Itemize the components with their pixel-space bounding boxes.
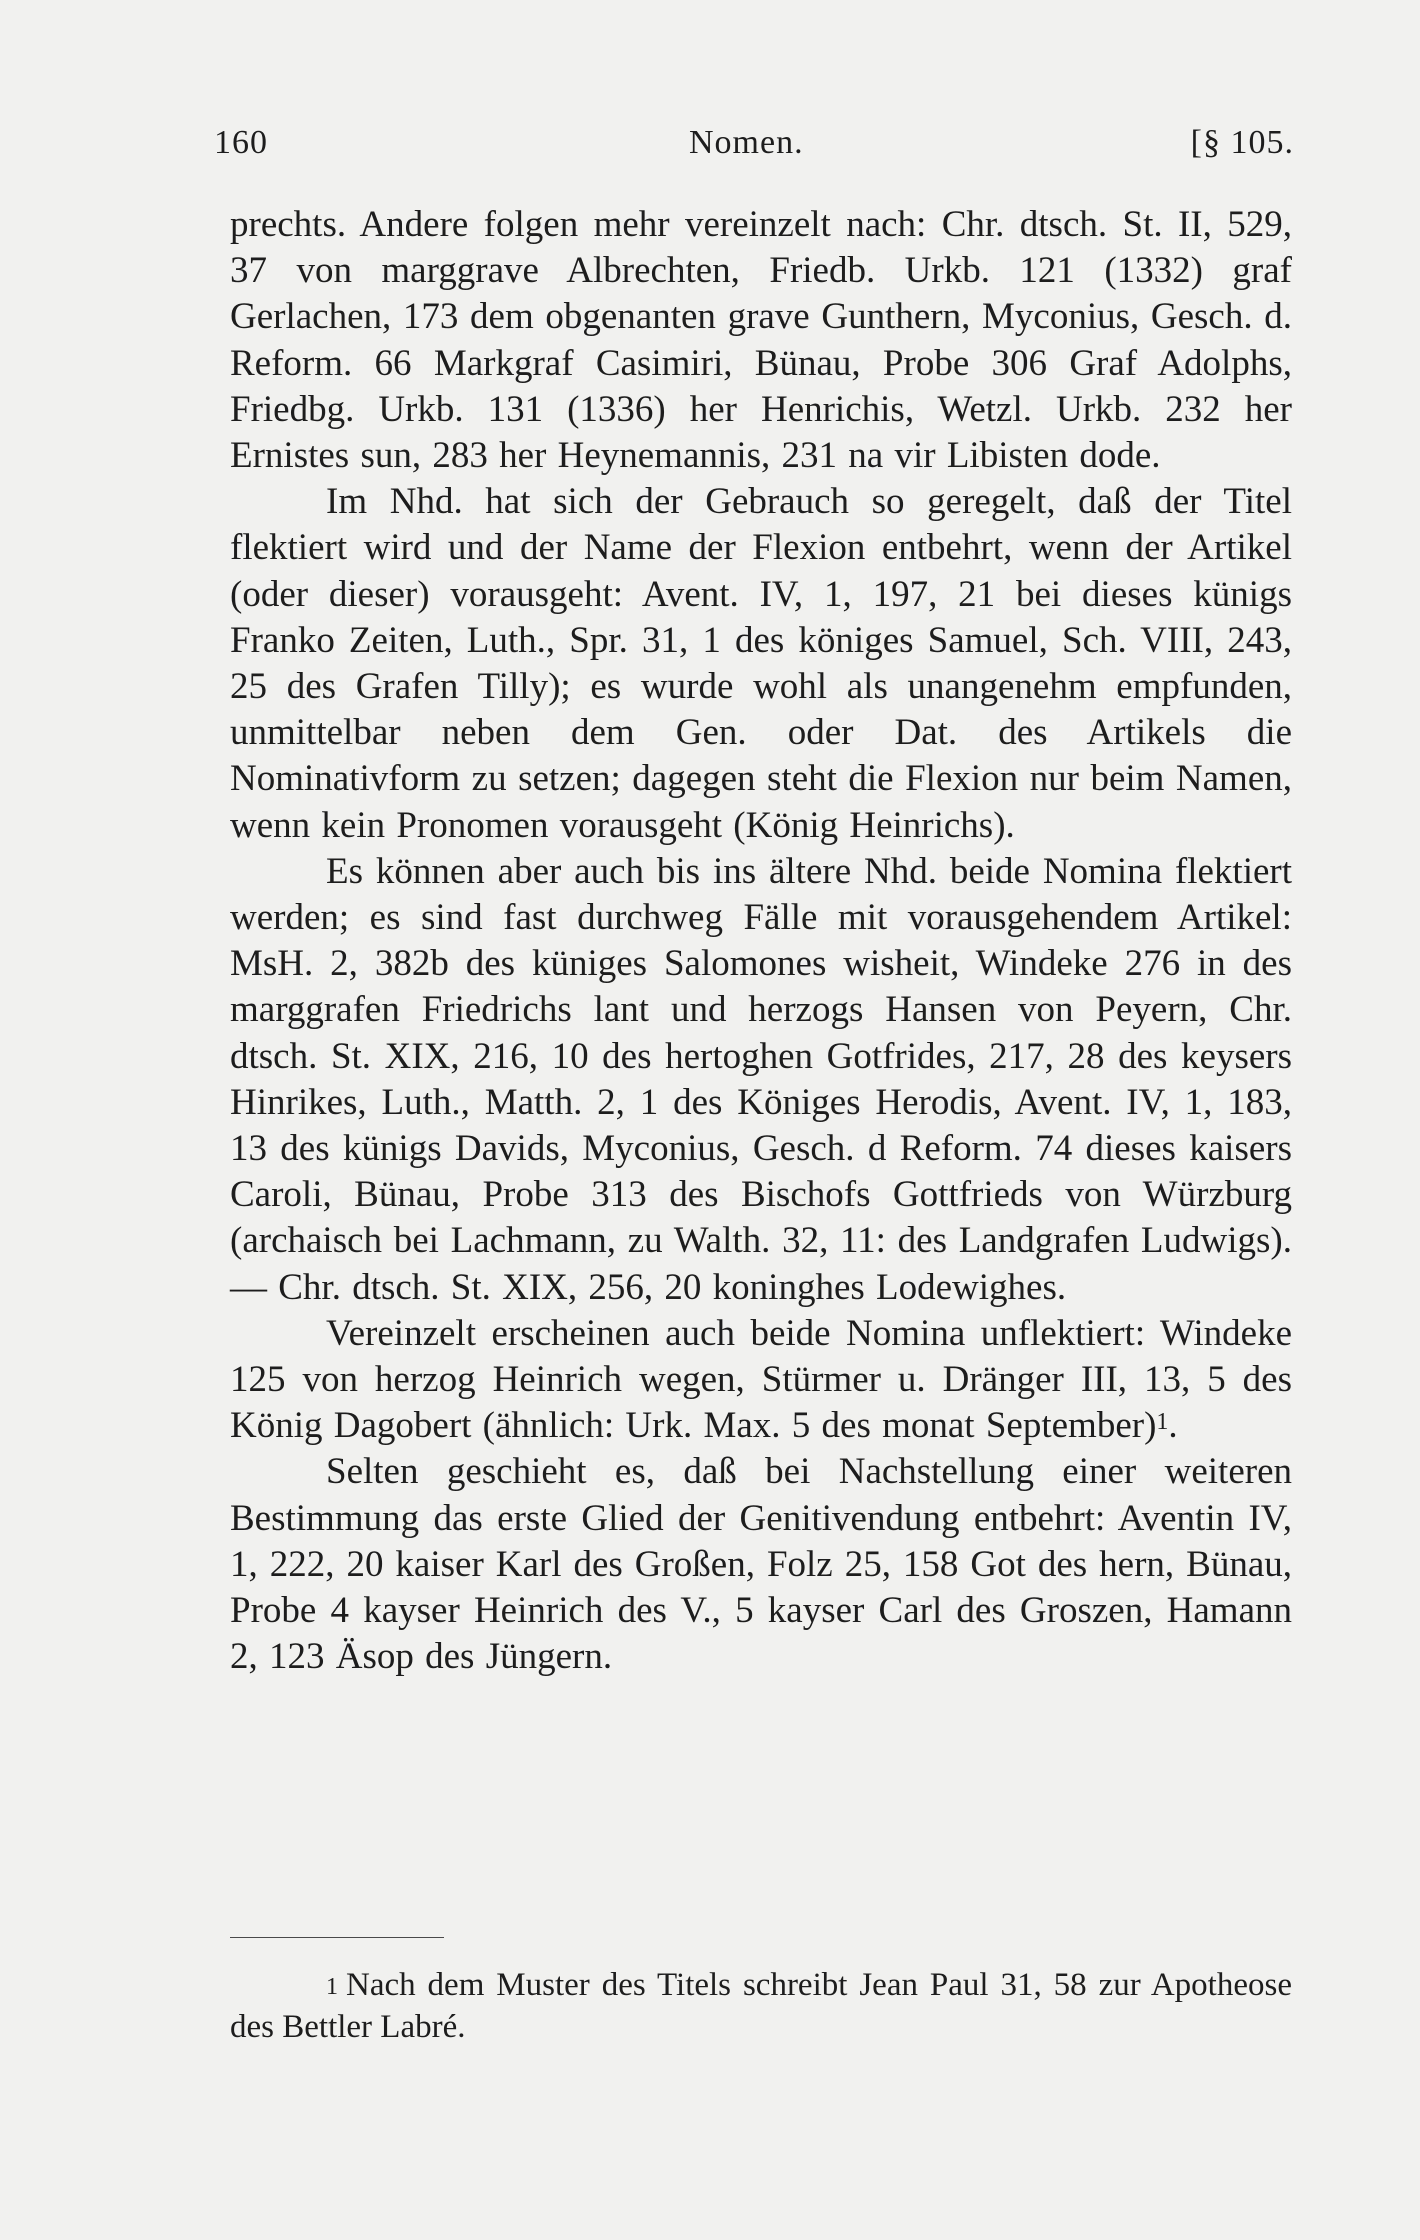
page-number: 160: [214, 124, 268, 161]
footnote: [230, 1964, 1292, 2048]
footnote-text: Nach dem Muster des Titels schreibt Jean Paul 31, 58 zur Apotheose des Bettler Labré.: [230, 1967, 1292, 2045]
paragraph-5: Selten geschieht es, daß bei Nachstellung einer weiteren Bestimmung das erste Glied der Genitivendung entbehrt: Aventin IV, 1, 222, 20 kaiser Karl des Großen, Folz 25, 158 Got des hern, Bünau, Probe 4 kayser Heinrich des V., 5 kayser Carl des Groszen, Hamann 2, 123 Äsop des Jüngern.: [230, 1451, 1292, 1678]
paragraph-4-text: Vereinzelt erscheinen auch beide Nomina unflektiert: Windeke 125 von herzog Heinrich wegen, Stürmer u. Dränger III, 13, 5 des König Dagobert (ähnlich: Urk. Max. 5 des monat September): [230, 1312, 1292, 1447]
paragraph-3: Es können aber auch bis ins ältere Nhd. beide Nomina flektiert werden; es sind fast durchweg Fälle mit vorausgehendem Artikel: MsH. 2, 382b des küniges Salomones wisheit, Windeke 276 in des marggrafen Friedrichs lant und herzogs Hansen von Peyern, Chr. dtsch. St. XIX, 216, 10 des hertoghen Gotfrides, 217, 28 des keysers Hinrikes, Luth., Matth. 2, 1 des Königes Herodis, Avent. IV, 1, 183, 13 des künigs Davids, Myconius, Gesch. d Reform. 74 dieses kaisers Caroli, Bünau, Probe 313 des Bischofs Gottfrieds von Würzburg (archaisch bei Lachmann, zu Walth. 32, 11: des Landgrafen Ludwigs). — Chr. dtsch. St. XIX, 256, 20 koninghes Lodewighes.: [230, 850, 1292, 1308]
paragraph-4: [230, 1311, 1292, 1450]
body-text: [230, 202, 1292, 1681]
footnote-reference: 1: [1156, 1409, 1169, 1436]
footnote-number: 1: [326, 1974, 338, 2000]
running-title: Nomen.: [689, 124, 804, 161]
paragraph-2: Im Nhd. hat sich der Gebrauch so geregelt, daß der Titel flektiert wird und der Name der Flexion entbehrt, wenn der Artikel (oder dieser) vorausgeht: Avent. IV, 1, 197, 21 bei dieses künigs Franko Zeiten, Luth., Spr. 31, 1 des königes Samuel, Sch. VIII, 243, 25 des Grafen Tilly); es wurde wohl als unangenehm empfunden, unmittelbar neben dem Gen. oder Dat. des Artikels die Nominativform zu setzen; dagegen steht die Flexion nur beim Namen, wenn kein Pronomen vorausgeht (König Heinrichs).: [230, 481, 1292, 846]
running-head: [214, 124, 1294, 168]
paragraph-1: prechts. Andere folgen mehr vereinzelt nach: Chr. dtsch. St. II, 529, 37 von marggrave Albrechten, Friedb. Urkb. 121 (1332) graf Gerlachen, 173 dem obgenanten grave Gunthern, Myconius, Gesch. d. Reform. 66 Markgraf Casimiri, Bünau, Probe 306 Graf Adolphs, Friedbg. Urkb. 131 (1336) her Henrichis, Wetzl. Urkb. 232 her Ernistes sun, 283 her Heynemannis, 231 na vir Libisten dode.: [230, 204, 1292, 477]
paragraph-4-end: .: [1168, 1405, 1178, 1447]
section-marker: [§ 105.: [1190, 124, 1294, 161]
footnote-divider: [230, 1937, 444, 1938]
